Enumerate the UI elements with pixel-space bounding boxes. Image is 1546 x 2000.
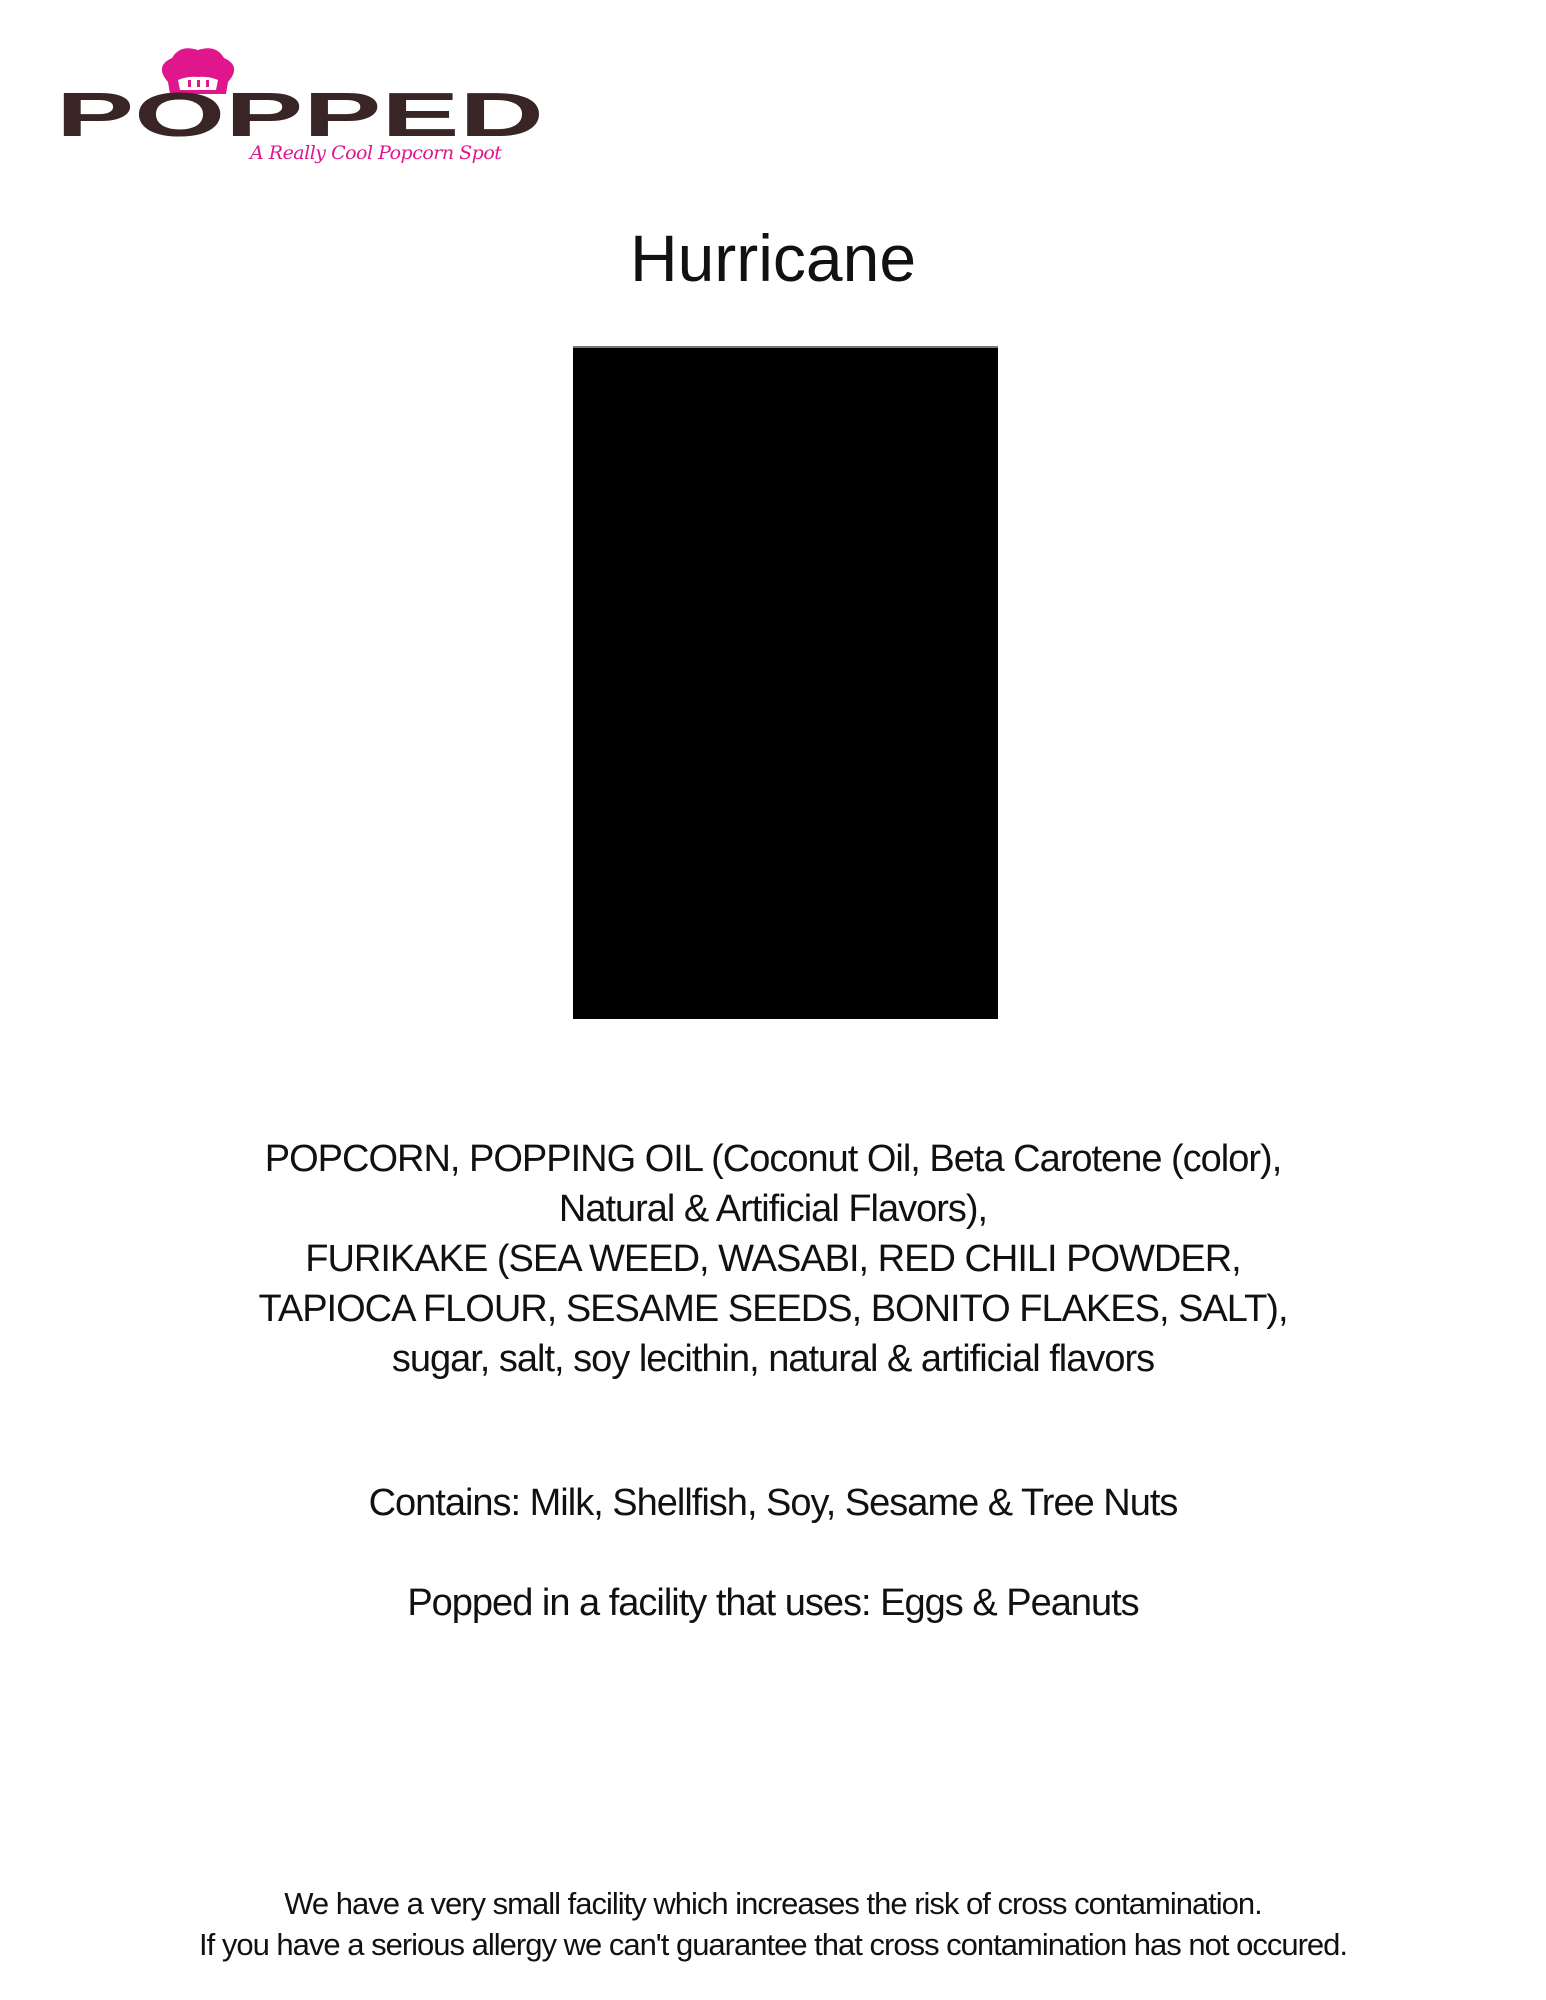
product-title: Hurricane xyxy=(629,221,917,295)
disclaimer-line-1: We have a very small facility which increases the risk of cross contamination. xyxy=(284,1886,1262,1921)
brand-wordmark: POPPED xyxy=(56,81,544,150)
ingredients-line: TAPIOCA FLOUR, SESAME SEEDS, BONITO FLAKES, SALT), xyxy=(258,1288,1288,1330)
ingredients-line: FURIKAKE (SEA WEED, WASABI, RED CHILI POWDER, xyxy=(305,1238,1241,1280)
ingredients-line: Natural & Artificial Flavors), xyxy=(558,1188,988,1230)
ingredients-line: POPCORN, POPPING OIL (Coconut Oil, Beta Carotene (color), xyxy=(264,1138,1282,1180)
allergens-contains: Contains: Milk, Shellfish, Soy, Sesame & Tree Nuts xyxy=(368,1482,1178,1524)
product-image xyxy=(573,346,998,1019)
popped-logo xyxy=(50,36,550,186)
brand-tagline: A Really Cool Popcorn Spot xyxy=(250,142,502,164)
allergens-facility: Popped in a facility that uses: Eggs & Peanuts xyxy=(407,1582,1139,1624)
disclaimer-line-2: If you have a serious allergy we can't guarantee that cross contamination has not occured. xyxy=(198,1927,1348,1962)
ingredients-line: sugar, salt, soy lecithin, natural & artificial flavors xyxy=(391,1338,1155,1380)
ingredients-list xyxy=(0,1134,1546,1384)
